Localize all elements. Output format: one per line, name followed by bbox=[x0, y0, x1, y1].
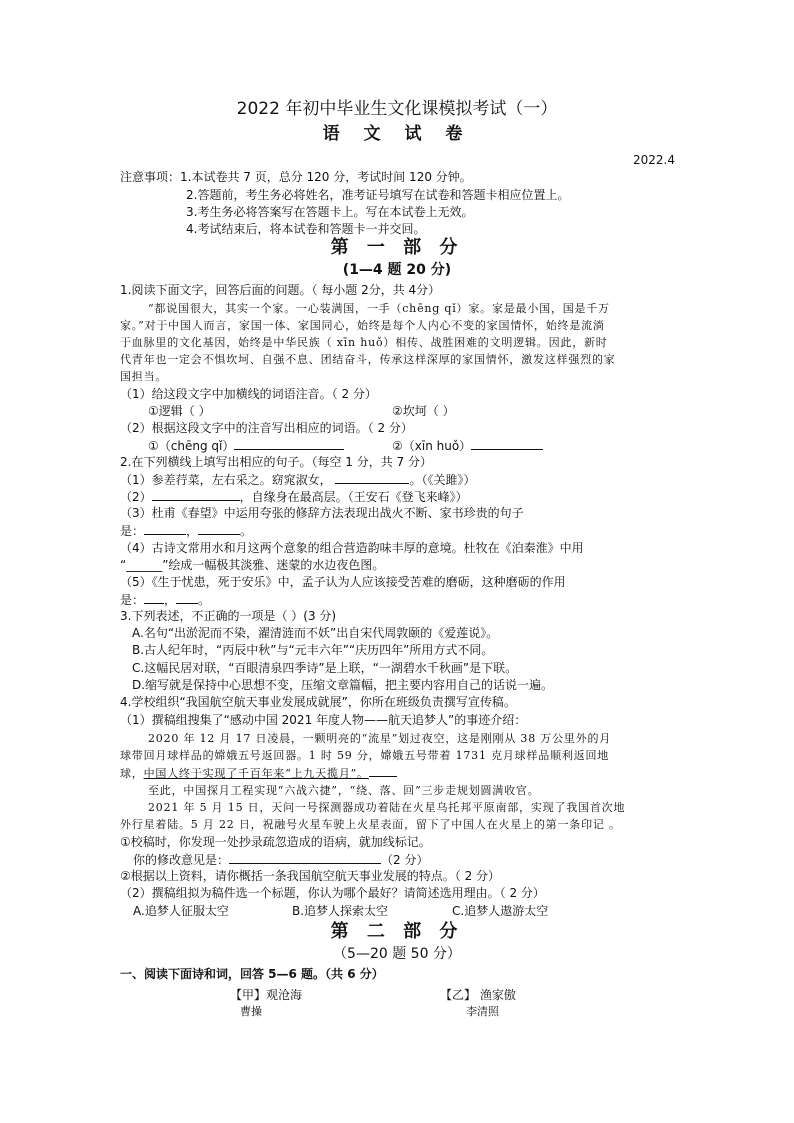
q4-passage-6: 外行星着陆。5 月 22 日，祝融号火星车驶上火星表面，留下了中国人在火星上的第一条印记 。 bbox=[120, 818, 621, 831]
q4-passage-5: 2021 年 5 月 15 日，天问一号探测器成功着陆在火星乌托邦平原南部，实现了我国首次地 bbox=[148, 801, 626, 814]
q1-sub1-a: ①逻辑（ ） bbox=[148, 404, 211, 418]
q4-passage-3 bbox=[120, 765, 397, 781]
q2-head: 2.在下列横线上填写出相应的句子。（每空 1 分，共 7 分） bbox=[120, 455, 432, 469]
q1-passage-2: 家。”对于中国人而言，家国一体、家国同心，始终是每个人内心不变的家国情怀，始终是流淌 bbox=[120, 319, 605, 332]
q1-sub2-b bbox=[392, 438, 543, 454]
poem-b-title: 【乙】 渔家傲 bbox=[440, 988, 516, 1002]
q2-line3b-c: 。 bbox=[240, 524, 253, 538]
q4-item1b bbox=[133, 852, 428, 868]
answer-blank[interactable] bbox=[234, 438, 344, 450]
q1-passage-5: 国担当。 bbox=[120, 370, 168, 383]
q4-sub2: （2）撰稿组拟为稿件选一个标题，你认为哪个最好？请简述选用理由。（ 2 分） bbox=[120, 886, 545, 900]
q4-option-c[interactable]: C.追梦人遨游太空 bbox=[452, 904, 549, 918]
note-4: 4.考试结束后，将本试卷和答题卡一并交回。 bbox=[186, 222, 426, 236]
answer-blank[interactable] bbox=[471, 438, 543, 450]
q2-line5b-a: 是： bbox=[120, 593, 145, 607]
note-2: 2.答题前，考生务必将姓名，准考证号填写在试卷和答题卡相应位置上。 bbox=[186, 188, 570, 202]
q1-passage-1: “都说国很大，其实一个家。一心装满国，一手（chēng qǐ）家。家是最小国，国是千万 bbox=[148, 302, 610, 315]
answer-blank[interactable] bbox=[144, 523, 186, 535]
q2-line4: （4）古诗文常用水和月这两个意象的组合营造韵味丰厚的意境。杜牧在《泊秦淮》中用 bbox=[120, 541, 584, 555]
q1-sub1-b: ②坎坷（ ） bbox=[392, 404, 455, 418]
q2-line2-a: （2） bbox=[120, 490, 152, 504]
q1-sub2: （2）根据这段文字中的注音写出相应的词语。（ 2 分） bbox=[120, 421, 413, 435]
q4-item1b-score: （2 分） bbox=[381, 853, 429, 867]
q2-line2-b: ，自缘身在最高层。（王安石《登飞来峰》） bbox=[239, 490, 468, 504]
q2-line4b: “______”绘成一幅极其淡雅、迷蒙的水边夜色图。 bbox=[120, 558, 385, 572]
q2-line5: （5）《生于忧患，死于安乐》中，孟子认为人应该接受苦难的磨砺，这种磨砺的作用 bbox=[120, 575, 566, 589]
q2-line3b bbox=[120, 523, 252, 539]
exam-date: 2022.4 bbox=[633, 153, 675, 167]
answer-blank[interactable] bbox=[229, 852, 381, 864]
section1-head: 一、阅读下面诗和词，回答 5—6 题。（共 6 分） bbox=[120, 967, 384, 981]
q4-head: 4.学校组织“我国航空航天事业发展成就展”，你所在班级负责撰写宣传稿。 bbox=[120, 695, 516, 709]
part2-sub: （5—20 题 50 分） bbox=[333, 946, 461, 962]
q2-line3: （3）杜甫《春望》中运用夸张的修辞方法表现出战火不断、家书珍贵的句子 bbox=[120, 506, 524, 520]
q4-item1b-label: 你的修改意见是： bbox=[133, 853, 230, 867]
q2-line2 bbox=[120, 489, 468, 505]
q3-head: 3.下列表述，不正确的一项是（ ）(3 分) bbox=[120, 609, 337, 623]
q3-option-d[interactable]: D.缩写就是保持中心思想不变，压缩文章篇幅，把主要内容用自己的话说一遍。 bbox=[132, 678, 554, 692]
poem-a-author: 曹操 bbox=[240, 1005, 262, 1018]
answer-blank[interactable] bbox=[152, 489, 240, 501]
q1-passage-4: 代青年也一定会不惧坎坷、自强不息、团结奋斗，传承这样深厚的家国情怀，激发这样强烈的家 bbox=[120, 353, 616, 366]
q1-sub2-a-label: ①（chēng qǐ） bbox=[148, 439, 235, 453]
q4-passage-3-a: 球， bbox=[120, 767, 144, 780]
note-3: 3.考生务必将答案写在答题卡上。写在本试卷上无效。 bbox=[186, 205, 474, 219]
q4-option-a[interactable]: A.追梦人征服太空 bbox=[133, 904, 229, 918]
q1-passage-3: 于血脉里的文化基因，始终是中华民族（ xīn huǒ）相传、战胜困难的文明逻辑。因此，新时 bbox=[120, 336, 608, 349]
q2-line5b-c: 。 bbox=[198, 593, 211, 607]
q4-item1: ①校稿时，你发现一处抄录疏忽造成的语病，就加线标记。 bbox=[120, 835, 431, 849]
note-1: 注意事项：1.本试卷共 7 页，总分 120 分，考试时间 120 分钟。 bbox=[120, 170, 472, 184]
answer-blank[interactable] bbox=[176, 592, 198, 604]
exam-subtitle: 语 文 试 卷 bbox=[322, 124, 472, 144]
q4-sub1: （1）撰稿组搜集了“感动中国 2021 年度人物——航天追梦人”的事迹介绍： bbox=[120, 713, 527, 727]
q2-line1-b: 。（《关雎》） bbox=[409, 473, 476, 487]
q2-line3b-a: 是： bbox=[120, 524, 145, 538]
q2-line1-a: （1）参差荇菜，左右采之。窈窕淑女， bbox=[120, 473, 332, 487]
q4-item2: ②根据以上资料，请你概括一条我国航空航天事业发展的特点。（ 2 分） bbox=[120, 869, 501, 883]
q4-option-b[interactable]: B.追梦人探索太空 bbox=[292, 904, 389, 918]
q2-line5b bbox=[120, 592, 210, 608]
q2-line1 bbox=[120, 472, 475, 488]
exam-title: 2022 年初中毕业生文化课模拟考试（一） bbox=[236, 99, 558, 119]
q3-option-c[interactable]: C.这幅民居对联，“百眼清泉四季诗”是上联，“一湖碧水千秋画”是下联。 bbox=[132, 661, 518, 675]
q2-line5b-b: ， bbox=[164, 593, 177, 607]
q1-sub1: （1）给这段文字中加横线的词语注音。（ 2 分） bbox=[120, 387, 377, 401]
part2-title: 第 二 部 分 bbox=[330, 921, 464, 942]
underline-extension bbox=[369, 765, 397, 777]
q3-option-b[interactable]: B.古人纪年时，“丙辰中秋”与“元丰六年”“庆历四年”所用方式不同。 bbox=[132, 643, 494, 657]
q1-head: 1.阅读下面文字，回答后面的问题。（ 每小题 2分，共 4分） bbox=[120, 283, 441, 297]
poem-a-title: 【甲】观沧海 bbox=[230, 988, 303, 1002]
answer-blank[interactable] bbox=[335, 472, 409, 484]
q4-passage-1: 2020 年 12 月 17 日凌晨，一颗明亮的“流星”划过夜空，这是刚刚从 38 万公里外的月 bbox=[148, 732, 612, 745]
answer-blank[interactable] bbox=[144, 592, 164, 604]
poem-b-author: 李清照 bbox=[466, 1005, 499, 1018]
q4-passage-2: 球带回月球样品的嫦娥五号返回器。1 时 59 分，嫦娥五号带着 1731 克月球样品顺利返回地 bbox=[120, 749, 610, 762]
q2-line3b-b: ， bbox=[186, 524, 199, 538]
part1-sub: (1—4 题 20 分) bbox=[342, 262, 452, 278]
q4-underlined-sentence: 中国人终于实现了千百年来“上九天揽月”。 bbox=[143, 767, 369, 780]
q1-sub2-b-label: ②（xīn huǒ） bbox=[392, 439, 472, 453]
answer-blank[interactable] bbox=[198, 523, 240, 535]
q1-sub2-a bbox=[148, 438, 344, 454]
part1-title: 第 一 部 分 bbox=[330, 237, 464, 258]
q3-option-a[interactable]: A.名句“出淤泥而不染，濯清涟而不妖”出自宋代周敦颐的《爱莲说》。 bbox=[132, 626, 499, 640]
q4-passage-4: 至此，中国探月工程实现“六战六捷”，“绕、落、回”三步走规划圆满收官。 bbox=[148, 784, 540, 797]
